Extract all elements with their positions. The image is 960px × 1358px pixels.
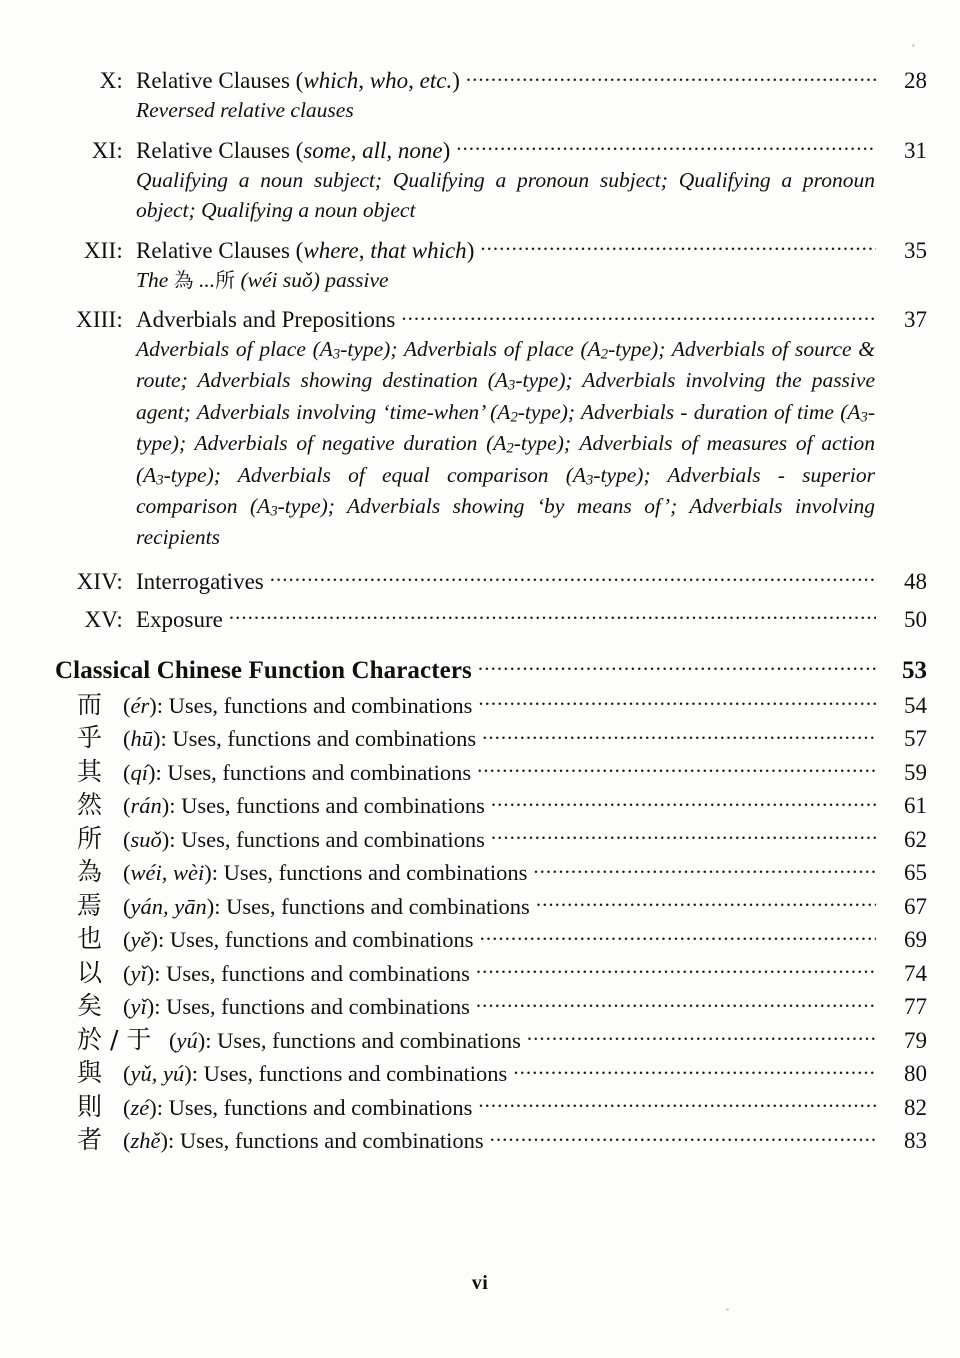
chapter-numeral: XI:	[91, 137, 123, 163]
subtitle-fragment: -type); Adverbials - superior comparison (A	[136, 462, 876, 519]
page-number: 69	[904, 927, 927, 953]
chapter-title-tail: )	[452, 68, 460, 93]
function-character-list	[55, 689, 927, 1155]
function-character-row	[77, 823, 927, 853]
subtitle-fragment: -type); Adverbials of negative duration (A	[136, 399, 875, 456]
subtitle-fragment: -type); Adverbials of measures of action (A	[136, 431, 876, 487]
subtitle-ellipsis: ...	[193, 267, 216, 292]
toc-row	[55, 569, 927, 595]
page-number: 74	[904, 960, 927, 986]
function-character-row	[77, 756, 927, 786]
chapter-subtitle: Reversed relative clauses	[136, 98, 354, 122]
page-number: 61	[904, 793, 927, 819]
toc-entry-x	[55, 68, 927, 126]
dot-leader	[476, 998, 876, 1014]
function-character-row	[77, 1024, 927, 1054]
entry-description: ): Uses, functions and combinations	[161, 793, 485, 819]
adverbial-type-subscript: 2	[506, 440, 514, 457]
function-character-label	[123, 760, 471, 786]
dot-leader	[480, 242, 876, 258]
dot-leader	[478, 662, 876, 678]
dot-leader	[513, 1065, 876, 1081]
paper-speck	[912, 44, 915, 47]
pinyin-reading: zhě	[130, 1128, 161, 1154]
toc-row	[55, 238, 927, 264]
toc-entry-xv	[55, 607, 927, 633]
entry-description: ): Uses, functions and combinations	[197, 1027, 521, 1053]
chapter-title	[136, 569, 264, 595]
chapter-subtitle	[136, 265, 875, 296]
chapter-numeral: X:	[99, 68, 123, 93]
function-character-label	[123, 927, 474, 953]
dot-leader	[476, 965, 876, 981]
function-character-label	[169, 1028, 521, 1054]
pinyin-reading: hū	[130, 726, 153, 752]
page-number: 80	[904, 1061, 927, 1087]
pinyin-reading: suǒ	[130, 826, 162, 852]
chapter-subtitle	[136, 334, 875, 553]
page-number: 48	[904, 568, 927, 594]
chapter-numeral: XII:	[83, 237, 123, 263]
pinyin-reading: yǐ	[130, 994, 147, 1020]
paren-open: (	[123, 726, 131, 752]
page-number: 35	[904, 237, 927, 263]
subtitle-fragment: -type); Adverbials of equal comparison (A	[163, 462, 586, 487]
entry-description: ): Uses, functions and combinations	[148, 759, 472, 785]
entry-description: ): Uses, functions and combinations	[146, 960, 470, 986]
function-character-label	[123, 793, 485, 819]
dot-leader	[456, 142, 876, 158]
paren-open: (	[169, 1027, 177, 1053]
dot-leader	[270, 573, 876, 589]
subtitle-pre: The	[136, 267, 174, 292]
chapter-title-tail: )	[442, 137, 451, 163]
entry-description: ): Uses, functions and combinations	[161, 826, 485, 852]
adverbial-type-subscript: 3	[270, 503, 278, 520]
pinyin-reading: wéi, wèi	[130, 860, 205, 886]
page-number: 53	[902, 656, 927, 684]
toc-entry-xii	[55, 238, 927, 296]
paper-speck	[726, 1308, 729, 1311]
chapter-title-plain: Adverbials and Prepositions	[136, 307, 396, 333]
page-number: 62	[904, 826, 927, 852]
adverbial-type-subscript: 3	[332, 346, 341, 363]
chapter-title	[136, 307, 395, 333]
function-character-row	[77, 1127, 927, 1154]
paren-open: (	[123, 759, 131, 785]
function-character-label	[123, 860, 527, 886]
page-number: 54	[904, 692, 927, 718]
dot-leader	[477, 764, 876, 780]
function-character-label	[123, 827, 485, 853]
function-character-label	[123, 994, 470, 1020]
page-number: 79	[904, 1027, 927, 1053]
adverbial-type-subscript: 3	[156, 472, 164, 489]
adverbial-type-subscript: 3	[860, 409, 868, 426]
toc-row	[55, 307, 927, 333]
page-number: 67	[904, 893, 927, 919]
dot-leader	[491, 831, 876, 847]
chapter-title-italic: where, that which	[303, 237, 467, 263]
section-heading: Classical Chinese Function Characters	[55, 656, 472, 684]
chapter-title-plain: Relative Clauses (	[136, 137, 304, 163]
subtitle-fragment: -type); Adverbials of place (A	[340, 337, 601, 362]
dot-leader	[527, 1032, 876, 1048]
page-number: 31	[904, 137, 927, 163]
chapter-title	[136, 607, 223, 633]
pinyin-reading: qí	[130, 759, 149, 785]
function-character-glyph: 然	[77, 790, 103, 820]
toc-entry-xiv	[55, 569, 927, 595]
chapter-numeral: XIII:	[76, 307, 123, 333]
section-heading-row	[55, 657, 927, 685]
page-number: 28	[904, 68, 927, 93]
dot-leader	[482, 730, 876, 746]
entry-description: ): Uses, functions and combinations	[160, 1128, 484, 1154]
dot-leader	[229, 611, 876, 627]
function-character-glyph: 者	[77, 1125, 103, 1155]
chapter-title	[136, 68, 460, 94]
page-folio: vi	[471, 1272, 489, 1294]
function-character-glyph: 所	[77, 823, 103, 853]
adverbial-type-subscript: 2	[600, 346, 609, 363]
cjk-glyph-suo: 所	[215, 267, 236, 292]
function-character-label	[123, 1095, 472, 1121]
toc-entry-xi	[55, 138, 927, 226]
function-character-row	[77, 1060, 927, 1087]
entry-description: ): Uses, functions and combinations	[206, 893, 530, 919]
entry-description: ): Uses, functions and combinations	[184, 1061, 508, 1087]
chapter-title-plain: Exposure	[136, 606, 223, 632]
function-character-row	[77, 926, 927, 953]
entry-description: ): Uses, functions and combinations	[150, 927, 474, 953]
function-character-row	[77, 689, 927, 719]
paren-open: (	[123, 1061, 131, 1087]
pinyin-reading: yǐ	[130, 960, 147, 986]
paren-open: (	[123, 793, 131, 819]
pinyin-reading: yán, yān	[130, 893, 207, 919]
pinyin-reading: ér	[130, 692, 150, 718]
dot-leader	[491, 797, 876, 813]
subtitle-fragment: Adverbials of place (A	[136, 337, 333, 362]
pinyin-reading: yú	[176, 1027, 198, 1053]
page-number: 57	[904, 726, 927, 752]
toc-row	[55, 607, 927, 633]
function-character-row	[77, 792, 927, 819]
subtitle-fragment: -type); Adverbials - duration of time (A	[517, 399, 861, 424]
adverbial-type-subscript: 3	[586, 472, 594, 489]
paren-open: (	[123, 994, 131, 1020]
dot-leader	[478, 1099, 876, 1115]
function-character-row	[77, 859, 927, 886]
cjk-glyph-wei: 為	[173, 267, 194, 292]
function-character-glyph: 焉	[77, 890, 103, 920]
function-character-label	[123, 894, 530, 920]
function-character-glyph: 與	[77, 1058, 103, 1088]
paren-open: (	[123, 860, 131, 886]
function-character-row	[77, 890, 927, 920]
page-number: 82	[904, 1094, 927, 1120]
subtitle-post: (wéi suǒ) passive	[235, 267, 389, 292]
chapter-numeral: XIV:	[76, 568, 123, 594]
page-number: 37	[904, 307, 927, 333]
page-number: 65	[904, 860, 927, 886]
function-character-glyph: 也	[77, 924, 103, 954]
function-character-row	[77, 1091, 927, 1121]
chapter-title-plain: Relative Clauses (	[136, 237, 304, 263]
chapter-title-plain: Relative Clauses (	[136, 68, 304, 93]
pinyin-reading: yě	[130, 927, 151, 953]
dot-leader	[490, 1132, 876, 1148]
entry-description: ): Uses, functions and combinations	[149, 1094, 473, 1120]
subtitle-fragment: -type); Adverbials showing ‘by means of’; Adverbials involving recipients	[136, 494, 876, 550]
dot-leader	[480, 931, 876, 947]
function-character-row	[77, 725, 927, 752]
paren-open: (	[123, 692, 131, 718]
chapter-numeral: XV:	[84, 606, 123, 632]
entry-description: ): Uses, functions and combinations	[146, 994, 470, 1020]
function-character-glyph: 則	[77, 1091, 103, 1121]
dot-leader	[466, 72, 876, 88]
chapter-title-italic: which, who, etc.	[303, 68, 453, 93]
chapter-title-tail: )	[466, 237, 475, 263]
toc-entry-xiii	[55, 307, 927, 553]
function-character-glyph: 於 / 于	[77, 1024, 152, 1054]
paren-open: (	[123, 893, 131, 919]
function-character-glyph: 矣	[77, 991, 103, 1021]
dot-leader	[401, 311, 876, 327]
page-number: 77	[904, 994, 927, 1020]
entry-description: ): Uses, functions and combinations	[149, 692, 473, 718]
paren-open: (	[123, 1128, 131, 1154]
adverbial-type-subscript: 3	[508, 378, 516, 395]
page-number: 83	[904, 1128, 927, 1154]
function-character-label	[123, 1128, 484, 1154]
toc-row	[55, 68, 927, 94]
function-character-label	[123, 693, 472, 719]
chapter-title	[136, 238, 474, 264]
adverbial-type-subscript: 2	[510, 409, 518, 426]
function-character-glyph: 以	[77, 957, 103, 987]
function-character-glyph: 為	[77, 857, 103, 887]
entry-description: ): Uses, functions and combinations	[153, 726, 477, 752]
function-character-label	[123, 961, 470, 987]
page-number: 59	[904, 759, 927, 785]
pinyin-reading: zé	[130, 1094, 150, 1120]
function-character-glyph: 乎	[77, 723, 103, 753]
pinyin-reading: rán	[130, 793, 162, 819]
subtitle-fragment: -type); Adverbials of source & route; Adverbials showing destination (A	[136, 337, 875, 393]
function-character-glyph: 而	[77, 689, 103, 719]
dot-leader	[536, 898, 876, 914]
entry-description: ): Uses, functions and combinations	[204, 860, 528, 886]
chapter-title	[136, 138, 450, 164]
paren-open: (	[123, 1094, 131, 1120]
toc-row	[55, 138, 927, 164]
pinyin-reading: yǔ, yú	[130, 1061, 185, 1087]
page-number: 50	[904, 606, 927, 632]
toc-content	[55, 68, 927, 1154]
chapter-title-plain: Interrogatives	[136, 568, 264, 594]
chapter-title-italic: some, all, none	[303, 137, 443, 163]
function-character-row	[77, 993, 927, 1020]
function-character-label	[123, 1061, 507, 1087]
function-character-label	[123, 726, 476, 752]
function-character-glyph: 其	[77, 756, 103, 786]
paren-open: (	[123, 826, 131, 852]
chapter-subtitle: Qualifying a noun subject; Qualifying a pronoun subject; Qualifying a pronoun object; Qualifying a noun object	[136, 167, 875, 223]
function-character-row	[77, 957, 927, 987]
paren-open: (	[123, 927, 131, 953]
dot-leader	[533, 864, 876, 880]
subtitle-fragment: -type); Adverbials involving the passive agent; Adverbials involving ‘time-when’ (A	[136, 368, 875, 424]
paren-open: (	[123, 960, 131, 986]
dot-leader	[478, 697, 876, 713]
